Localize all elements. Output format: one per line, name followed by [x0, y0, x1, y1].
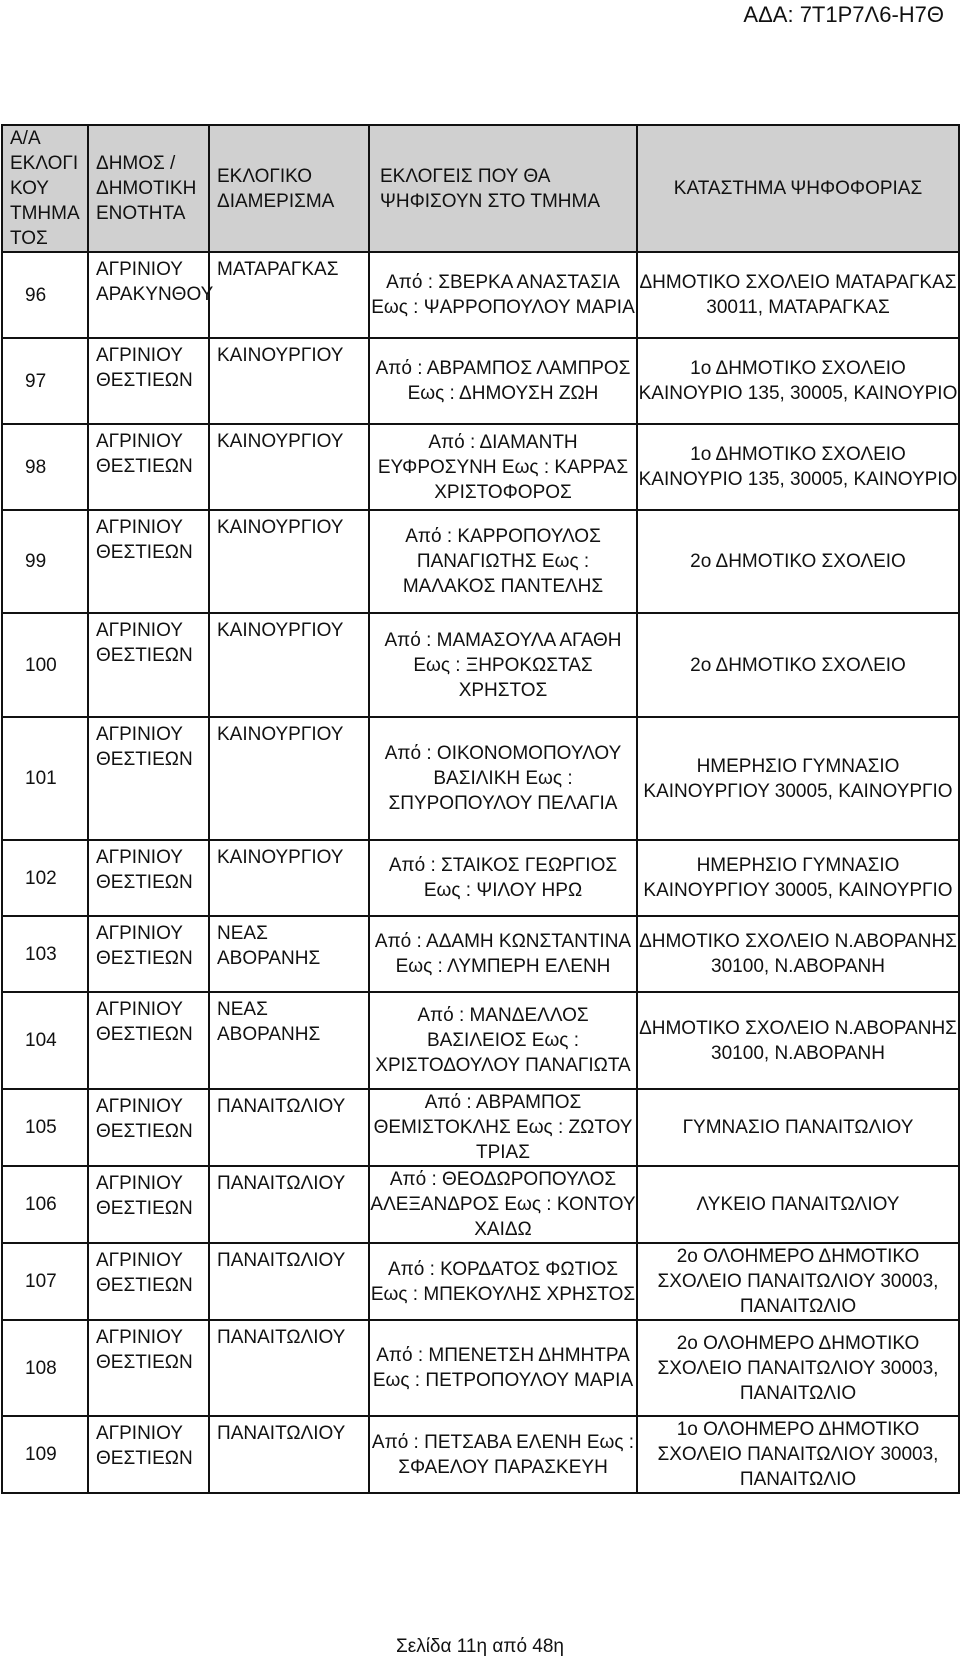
- ada-code: ΑΔΑ: 7Τ1Ρ7Λ6-Η7Θ: [743, 2, 944, 27]
- row-district: ΚΑΙΝΟΥΡΓΙΟΥ: [209, 717, 369, 840]
- row-district: ΠΑΝΑΙΤΩΛΙΟΥ: [209, 1166, 369, 1243]
- row-polling-station: ΗΜΕΡΗΣΙΟ ΓΥΜΝΑΣΙΟ ΚΑΙΝΟΥΡΓΙΟΥ 30005, ΚΑΙΝΟΥΡΓΙΟ: [637, 840, 959, 916]
- row-municipality: ΑΓΡΙΝΙΟΥ ΘΕΣΤΙΕΩΝ: [88, 840, 209, 916]
- row-polling-station: 1ο ΔΗΜΟΤΙΚΟ ΣΧΟΛΕΙΟ ΚΑΙΝΟΥΡΙΟ 135, 30005, ΚΑΙΝΟΥΡΙΟ: [637, 424, 959, 510]
- row-voters: Από : ΜΑΝΔΕΛΛΟΣ ΒΑΣΙΛΕΙΟΣ Εως : ΧΡΙΣΤΟΔΟΥΛΟΥ ΠΑΝΑΓΙΩΤΑ: [369, 992, 637, 1089]
- table-header-row: [2, 125, 959, 252]
- row-polling-station: ΛΥΚΕΙΟ ΠΑΝΑΙΤΩΛΙΟΥ: [637, 1166, 959, 1243]
- header-district: ΕΚΛΟΓΙΚΟ ΔΙΑΜΕΡΙΣΜΑ: [209, 125, 369, 252]
- row-polling-station: 1ο ΟΛΟΗΜΕΡΟ ΔΗΜΟΤΙΚΟ ΣΧΟΛΕΙΟ ΠΑΝΑΙΤΩΛΙΟΥ 30003, ΠΑΝΑΙΤΩΛΙΟ: [637, 1416, 959, 1493]
- row-number: 97: [2, 338, 88, 424]
- row-municipality: ΑΓΡΙΝΙΟΥ ΘΕΣΤΙΕΩΝ: [88, 1416, 209, 1493]
- row-polling-station: 2ο ΔΗΜΟΤΙΚΟ ΣΧΟΛΕΙΟ: [637, 510, 959, 613]
- row-district: ΠΑΝΑΙΤΩΛΙΟΥ: [209, 1416, 369, 1493]
- row-number: 105: [2, 1089, 88, 1166]
- row-district: ΝΕΑΣ ΑΒΟΡΑΝΗΣ: [209, 916, 369, 992]
- row-district: ΠΑΝΑΙΤΩΛΙΟΥ: [209, 1320, 369, 1416]
- row-voters: Από : ΑΒΡΑΜΠΟΣ ΘΕΜΙΣΤΟΚΛΗΣ Εως : ΖΩΤΟΥ ΤΡΙΑΣ: [369, 1089, 637, 1166]
- row-municipality: ΑΓΡΙΝΙΟΥ ΘΕΣΤΙΕΩΝ: [88, 424, 209, 510]
- row-municipality: ΑΓΡΙΝΙΟΥ ΘΕΣΤΙΕΩΝ: [88, 992, 209, 1089]
- page-footer: Σελίδα 11η από 48η: [396, 1636, 564, 1657]
- row-municipality: ΑΓΡΙΝΙΟΥ ΘΕΣΤΙΕΩΝ: [88, 510, 209, 613]
- row-voters: Από : ΘΕΟΔΩΡΟΠΟΥΛΟΣ ΑΛΕΞΑΝΔΡΟΣ Εως : ΚΟΝΤΟΥ ΧΑΙΔΩ: [369, 1166, 637, 1243]
- row-district: ΚΑΙΝΟΥΡΓΙΟΥ: [209, 338, 369, 424]
- row-number: 98: [2, 424, 88, 510]
- table-row: [2, 613, 959, 717]
- row-municipality: ΑΓΡΙΝΙΟΥ ΘΕΣΤΙΕΩΝ: [88, 338, 209, 424]
- row-district: ΚΑΙΝΟΥΡΓΙΟΥ: [209, 840, 369, 916]
- row-voters: Από : ΚΑΡΡΟΠΟΥΛΟΣ ΠΑΝΑΓΙΩΤΗΣ Εως : ΜΑΛΑΚΟΣ ΠΑΝΤΕΛΗΣ: [369, 510, 637, 613]
- row-municipality: ΑΓΡΙΝΙΟΥ ΘΕΣΤΙΕΩΝ: [88, 916, 209, 992]
- row-municipality: ΑΓΡΙΝΙΟΥ ΘΕΣΤΙΕΩΝ: [88, 1166, 209, 1243]
- polling-stations-table: [1, 124, 960, 1494]
- row-number: 101: [2, 717, 88, 840]
- row-number: 99: [2, 510, 88, 613]
- row-polling-station: ΗΜΕΡΗΣΙΟ ΓΥΜΝΑΣΙΟ ΚΑΙΝΟΥΡΓΙΟΥ 30005, ΚΑΙΝΟΥΡΓΙΟ: [637, 717, 959, 840]
- row-polling-station: 2ο ΟΛΟΗΜΕΡΟ ΔΗΜΟΤΙΚΟ ΣΧΟΛΕΙΟ ΠΑΝΑΙΤΩΛΙΟΥ 30003, ΠΑΝΑΙΤΩΛΙΟ: [637, 1320, 959, 1416]
- row-number: 104: [2, 992, 88, 1089]
- header-voters: ΕΚΛΟΓΕΙΣ ΠΟΥ ΘΑ ΨΗΦΙΣΟΥΝ ΣΤΟ ΤΜΗΜΑ: [369, 125, 637, 252]
- row-number: 100: [2, 613, 88, 717]
- row-voters: Από : ΣΒΕΡΚΑ ΑΝΑΣΤΑΣΙΑ Εως : ΨΑΡΡΟΠΟΥΛΟΥ ΜΑΡΙΑ: [369, 252, 637, 338]
- row-district: ΝΕΑΣ ΑΒΟΡΑΝΗΣ: [209, 992, 369, 1089]
- row-number: 108: [2, 1320, 88, 1416]
- row-voters: Από : ΟΙΚΟΝΟΜΟΠΟΥΛΟΥ ΒΑΣΙΛΙΚΗ Εως : ΣΠΥΡΟΠΟΥΛΟΥ ΠΕΛΑΓΙΑ: [369, 717, 637, 840]
- row-polling-station: 1ο ΔΗΜΟΤΙΚΟ ΣΧΟΛΕΙΟ ΚΑΙΝΟΥΡΙΟ 135, 30005, ΚΑΙΝΟΥΡΙΟ: [637, 338, 959, 424]
- table-row: [2, 992, 959, 1089]
- row-polling-station: ΔΗΜΟΤΙΚΟ ΣΧΟΛΕΙΟ Ν.ΑΒΟΡΑΝΗΣ 30100, Ν.ΑΒΟΡΑΝΗ: [637, 916, 959, 992]
- table-row: [2, 1416, 959, 1493]
- row-number: 107: [2, 1243, 88, 1320]
- row-number: 109: [2, 1416, 88, 1493]
- row-voters: Από : ΠΕΤΣΑΒΑ ΕΛΕΝΗ Εως : ΣΦΑΕΛΟΥ ΠΑΡΑΣΚΕΥΗ: [369, 1416, 637, 1493]
- row-district: ΚΑΙΝΟΥΡΓΙΟΥ: [209, 613, 369, 717]
- row-district: ΠΑΝΑΙΤΩΛΙΟΥ: [209, 1089, 369, 1166]
- row-voters: Από : ΜΑΜΑΣΟΥΛΑ ΑΓΑΘΗ Εως : ΞΗΡΟΚΩΣΤΑΣ ΧΡΗΣΤΟΣ: [369, 613, 637, 717]
- table-row: [2, 916, 959, 992]
- table-row: [2, 1089, 959, 1166]
- row-voters: Από : ΜΠΕΝΕΤΣΗ ΔΗΜΗΤΡΑ Εως : ΠΕΤΡΟΠΟΥΛΟΥ ΜΑΡΙΑ: [369, 1320, 637, 1416]
- row-voters: Από : ΑΔΑΜΗ ΚΩΝΣΤΑΝΤΙΝΑ Εως : ΛΥΜΠΕΡΗ ΕΛΕΝΗ: [369, 916, 637, 992]
- row-number: 96: [2, 252, 88, 338]
- row-voters: Από : ΚΟΡΔΑΤΟΣ ΦΩΤΙΟΣ Εως : ΜΠΕΚΟΥΛΗΣ ΧΡΗΣΤΟΣ: [369, 1243, 637, 1320]
- row-district: ΜΑΤΑΡΑΓΚΑΣ: [209, 252, 369, 338]
- header-number: Α/Α ΕΚΛΟΓΙ ΚΟΥ ΤΜΗΜΑ ΤΟΣ: [2, 125, 88, 252]
- row-municipality: ΑΓΡΙΝΙΟΥ ΘΕΣΤΙΕΩΝ: [88, 1243, 209, 1320]
- row-municipality: ΑΓΡΙΝΙΟΥ ΘΕΣΤΙΕΩΝ: [88, 613, 209, 717]
- table-row: [2, 424, 959, 510]
- row-polling-station: ΓΥΜΝΑΣΙΟ ΠΑΝΑΙΤΩΛΙΟΥ: [637, 1089, 959, 1166]
- row-polling-station: ΔΗΜΟΤΙΚΟ ΣΧΟΛΕΙΟ ΜΑΤΑΡΑΓΚΑΣ 30011, ΜΑΤΑΡΑΓΚΑΣ: [637, 252, 959, 338]
- row-municipality: ΑΓΡΙΝΙΟΥ ΘΕΣΤΙΕΩΝ: [88, 1320, 209, 1416]
- row-district: ΚΑΙΝΟΥΡΓΙΟΥ: [209, 510, 369, 613]
- table-row: [2, 1166, 959, 1243]
- row-municipality: ΑΓΡΙΝΙΟΥ ΘΕΣΤΙΕΩΝ: [88, 717, 209, 840]
- row-voters: Από : ΣΤΑΙΚΟΣ ΓΕΩΡΓΙΟΣ Εως : ΨΙΛΟΥ ΗΡΩ: [369, 840, 637, 916]
- row-district: ΠΑΝΑΙΤΩΛΙΟΥ: [209, 1243, 369, 1320]
- row-polling-station: 2ο ΔΗΜΟΤΙΚΟ ΣΧΟΛΕΙΟ: [637, 613, 959, 717]
- header-polling-station: ΚΑΤΑΣΤΗΜΑ ΨΗΦΟΦΟΡΙΑΣ: [637, 125, 959, 252]
- row-polling-station: ΔΗΜΟΤΙΚΟ ΣΧΟΛΕΙΟ Ν.ΑΒΟΡΑΝΗΣ 30100, Ν.ΑΒΟΡΑΝΗ: [637, 992, 959, 1089]
- header-municipality: ΔΗΜΟΣ / ΔΗΜΟΤΙΚΗ ΕΝΟΤΗΤΑ: [88, 125, 209, 252]
- row-number: 102: [2, 840, 88, 916]
- table-row: [2, 338, 959, 424]
- row-municipality: ΑΓΡΙΝΙΟΥ ΑΡΑΚΥΝΘΟΥ: [88, 252, 209, 338]
- row-voters: Από : ΑΒΡΑΜΠΟΣ ΛΑΜΠΡΟΣ Εως : ΔΗΜΟΥΣΗ ΖΩΗ: [369, 338, 637, 424]
- table-row: [2, 717, 959, 840]
- row-municipality: ΑΓΡΙΝΙΟΥ ΘΕΣΤΙΕΩΝ: [88, 1089, 209, 1166]
- row-number: 103: [2, 916, 88, 992]
- table-row: [2, 840, 959, 916]
- row-number: 106: [2, 1166, 88, 1243]
- row-district: ΚΑΙΝΟΥΡΓΙΟΥ: [209, 424, 369, 510]
- row-voters: Από : ΔΙΑΜΑΝΤΗ ΕΥΦΡΟΣΥΝΗ Εως : ΚΑΡΡΑΣ ΧΡΙΣΤΟΦΟΡΟΣ: [369, 424, 637, 510]
- table-row: [2, 1320, 959, 1416]
- table-row: [2, 1243, 959, 1320]
- table-row: [2, 510, 959, 613]
- table-row: [2, 252, 959, 338]
- row-polling-station: 2ο ΟΛΟΗΜΕΡΟ ΔΗΜΟΤΙΚΟ ΣΧΟΛΕΙΟ ΠΑΝΑΙΤΩΛΙΟΥ 30003, ΠΑΝΑΙΤΩΛΙΟ: [637, 1243, 959, 1320]
